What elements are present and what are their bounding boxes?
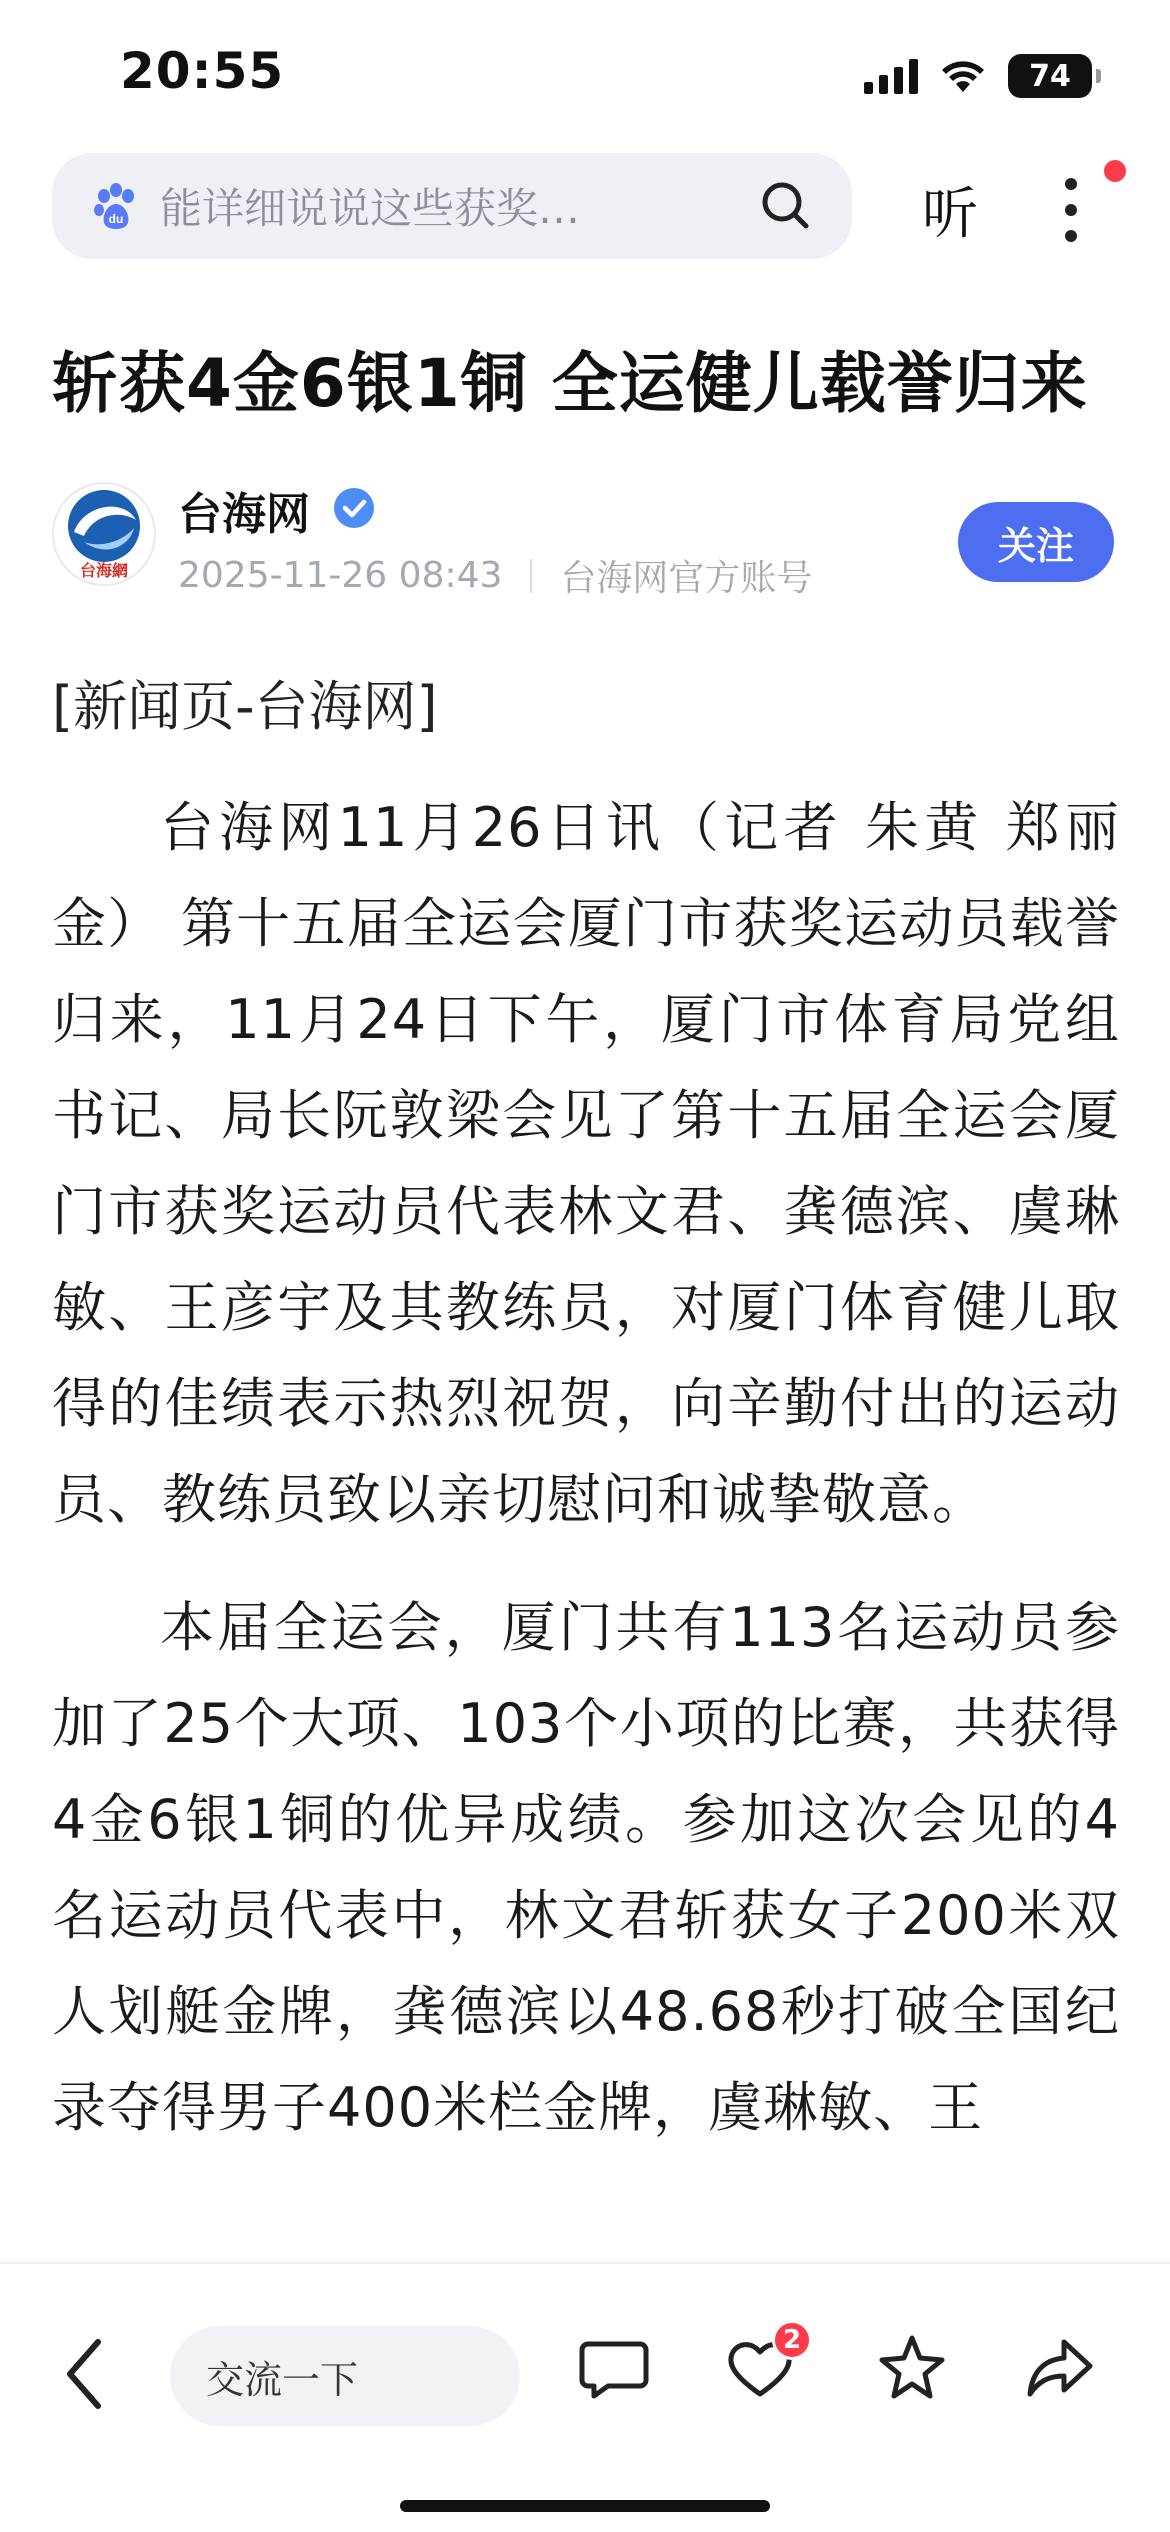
favorite-star-icon[interactable] bbox=[876, 2332, 948, 2404]
battery-level: 74 bbox=[1029, 58, 1071, 94]
comment-input[interactable] bbox=[170, 2326, 520, 2426]
more-options-icon[interactable] bbox=[1056, 170, 1086, 250]
follow-button[interactable]: 关注 bbox=[958, 502, 1114, 582]
article-headline: 斩获4金6银1铜 全运健儿载誉归来 bbox=[52, 345, 1088, 422]
like-count-badge: 2 bbox=[772, 2320, 812, 2360]
meta-divider bbox=[530, 559, 532, 593]
status-bar bbox=[0, 0, 1170, 150]
taihainet-logo-icon bbox=[54, 484, 154, 584]
author-name[interactable]: 台海网 bbox=[178, 489, 310, 540]
home-indicator bbox=[400, 2500, 770, 2512]
comment-placeholder: 交流一下 bbox=[206, 2357, 359, 2402]
publish-datetime: 2025-11-26 08:43 bbox=[178, 555, 503, 596]
notification-dot bbox=[1104, 160, 1126, 182]
search-input[interactable] bbox=[52, 153, 852, 259]
author-avatar[interactable] bbox=[52, 482, 156, 586]
wifi-icon bbox=[940, 58, 986, 94]
avatar-logo-text: 台海網 bbox=[79, 561, 129, 580]
search-placeholder: 能详细说说这些获奖… bbox=[160, 184, 581, 233]
comment-icon[interactable] bbox=[578, 2332, 650, 2404]
back-icon[interactable] bbox=[60, 2336, 110, 2412]
verified-badge-icon bbox=[332, 486, 376, 530]
signal-icon bbox=[864, 58, 918, 94]
status-time: 20:55 bbox=[120, 42, 285, 100]
article-paragraph: 本届全运会，厦门共有113名运动员参加了25个大项、103个小项的比赛，共获得4金6银1铜的优异成绩。参加这次会见的4名运动员代表中，林文君斩获女子200米双人划艇金牌，龚德滨以48.68秒打破全国纪录夺得男子400米栏金牌，虞琳敏、王 bbox=[52, 1596, 1120, 2139]
battery-icon bbox=[1008, 54, 1092, 98]
bottom-action-bar bbox=[0, 2262, 1170, 2532]
source-tag: [新闻页-台海网] bbox=[52, 675, 438, 738]
search-icon[interactable] bbox=[758, 178, 814, 234]
svg-text:du: du bbox=[108, 212, 124, 226]
listen-button[interactable]: 听 bbox=[922, 182, 978, 247]
status-icons bbox=[864, 54, 1092, 98]
share-icon[interactable] bbox=[1024, 2332, 1096, 2404]
article-body bbox=[52, 780, 1120, 2188]
account-description: 台海网官方账号 bbox=[560, 558, 813, 599]
article-paragraph: 台海网11月26日讯（记者 朱黄 郑丽金） 第十五届全运会厦门市获奖运动员载誉归来，11月24日下午，厦门市体育局党组书记、局长阮敦梁会见了第十五届全运会厦门市获奖运动员代表林文君、龚德滨、虞琳敏、王彦宇及其教练员，对厦门体育健儿取得的佳绩表示热烈祝贺，向辛勤付出的运动员、教练员致以亲切慰问和诚挚敬意。 bbox=[52, 796, 1120, 1531]
baidu-paw-icon bbox=[90, 180, 142, 232]
author-meta bbox=[178, 550, 812, 601]
